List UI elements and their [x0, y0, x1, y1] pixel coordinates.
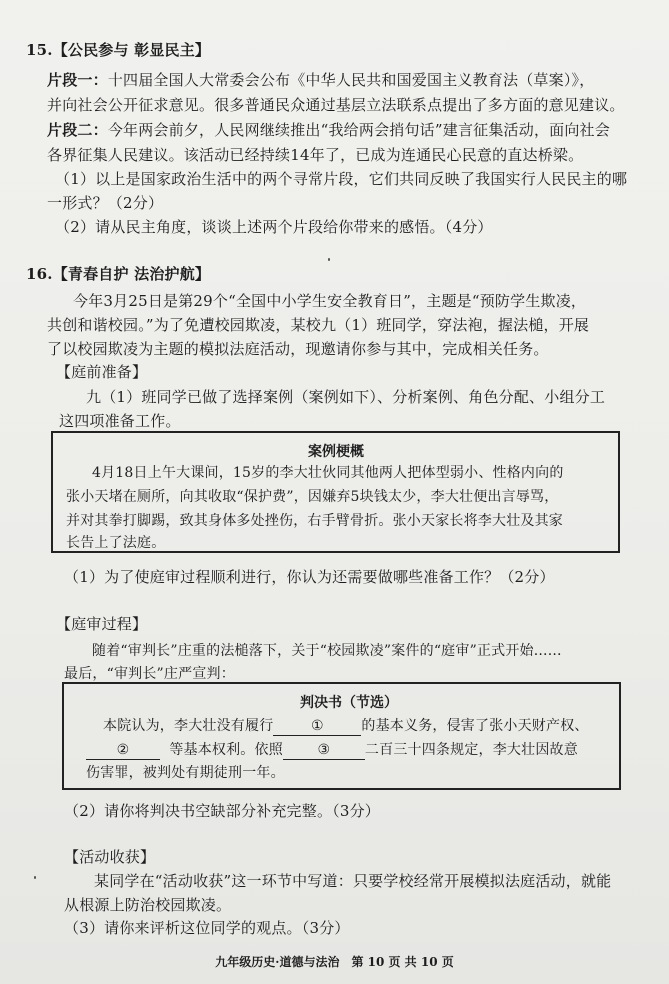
harvest-heading: 【活动收获】 [64, 848, 156, 866]
q15-fragment1-text: 十四届全国人大常委会公布《中华人民共和国爱国主义教育法（草案）》， [107, 71, 595, 89]
q16-sub3: （3）请你来评析这位同学的观点。（3分） [64, 919, 350, 937]
verdict-line2-end: 二百三十四条规定，李大壮因故意 [364, 742, 578, 758]
q15-sub1-line2: 一形式？（2分） [47, 194, 164, 212]
scan-speck [328, 258, 330, 261]
case-summary-title: 案例梗概 [308, 444, 364, 460]
verdict-title: 判决书（节选） [300, 695, 398, 711]
q15-fragment2-line2: 各界征集人民建议。该活动已经持续14年了，已成为连通民心民意的直达桥梁。 [47, 146, 584, 164]
q15-sub2: （2）请从民主角度，谈谈上述两个片段给你带来的感悟。（4分） [55, 218, 493, 236]
trial-line1: 随着“审判长”庄重的法槌落下，关于“校园欺凌”案件的“庭审”正式开始...... [92, 643, 562, 659]
q16-intro-line2: 共创和谐校园。”为了免遭校园欺凌，某校九（1）班同学，穿法袍，握法槌，开展 [47, 316, 590, 334]
q16-heading: 16.【青春自护 法治护航】 [26, 265, 211, 283]
harvest-line1: 某同学在“活动收获”这一环节中写道：只要学校经常开展模拟法庭活动，就能 [94, 872, 612, 890]
q16-intro-line3: 了以校园欺凌为主题的模拟法庭活动，现邀请你参与其中，完成相关任务。 [47, 340, 549, 358]
trial-line2: 最后，“审判长”庄严宣判： [64, 666, 235, 682]
verdict-line3: 伤害罪，被判处有期徒刑一年。 [86, 765, 285, 781]
q15-sub1-line1: （1）以上是国家政治生活中的两个寻常片段，它们共同反映了我国实行人民民主的哪 [55, 170, 628, 188]
pretrial-line2: 这四项准备工作。 [59, 412, 181, 430]
page-footer: 九年级历史·道德与法治 第 10 页 共 10 页 [215, 955, 454, 969]
q16-sub2: （2）请你将判决书空缺部分补充完整。（3分） [64, 802, 380, 820]
verdict-line1-end: 的基本义务，侵害了张小天财产权、 [361, 718, 589, 734]
pretrial-heading: 【庭前准备】 [56, 363, 148, 381]
case-summary-line4: 长告上了法庭。 [66, 535, 166, 551]
pretrial-line1: 九（1）班同学已做了选择案例（案例如下）、分析案例、角色分配、小组分工 [86, 388, 606, 406]
q15-fragment2-text: 今年两会前夕，人民网继续推出“我给两会捎句话”建言征集活动，面向社会 [107, 121, 610, 139]
verdict-line2-mid: 等基本权利。依照 [169, 742, 283, 758]
q15-fragment2-label: 片段二： [47, 121, 108, 139]
verdict-line2 [86, 740, 578, 760]
scan-speck [34, 876, 36, 879]
q15-fragment1-line2: 并向社会公开征求意见。很多普通民众通过基层立法联系点提出了多方面的意见建议。 [47, 96, 625, 114]
case-summary-line3: 并对其拳打脚踢，致其身体多处挫伤，右手臂骨折。张小天家长将李大壮及其家 [66, 513, 563, 529]
q15-fragment1-label: 片段一： [47, 71, 108, 89]
q16-intro-line1: 今年3月25日是第29个“全国中小学生安全教育日”，主题是“预防学生欺凌， [73, 292, 587, 310]
verdict-line1 [103, 716, 589, 736]
blank-1: ① [273, 717, 361, 736]
trial-heading: 【庭审过程】 [56, 615, 148, 633]
q16-sub1: （1）为了使庭审过程顺利进行，你认为还需要做哪些准备工作？（2分） [64, 568, 555, 586]
case-summary-line2: 张小天堵在厕所，向其收取“保护费”，因嫌弃5块钱太少，李大壮便出言辱骂， [66, 489, 559, 505]
case-summary-line1: 4月18日上午大课间，15岁的李大壮伙同其他两人把体型弱小、性格内向的 [92, 465, 564, 481]
blank-2: ② [86, 741, 160, 760]
verdict-line1-start: 本院认为，李大壮没有履行 [103, 718, 274, 734]
harvest-line2: 从根源上防治校园欺凌。 [64, 896, 232, 914]
q15-fragment1-line1 [47, 70, 594, 90]
blank-3: ③ [283, 741, 365, 760]
q15-heading: 15.【公民参与 彰显民主】 [26, 41, 211, 59]
q15-fragment2-line1 [47, 120, 610, 140]
